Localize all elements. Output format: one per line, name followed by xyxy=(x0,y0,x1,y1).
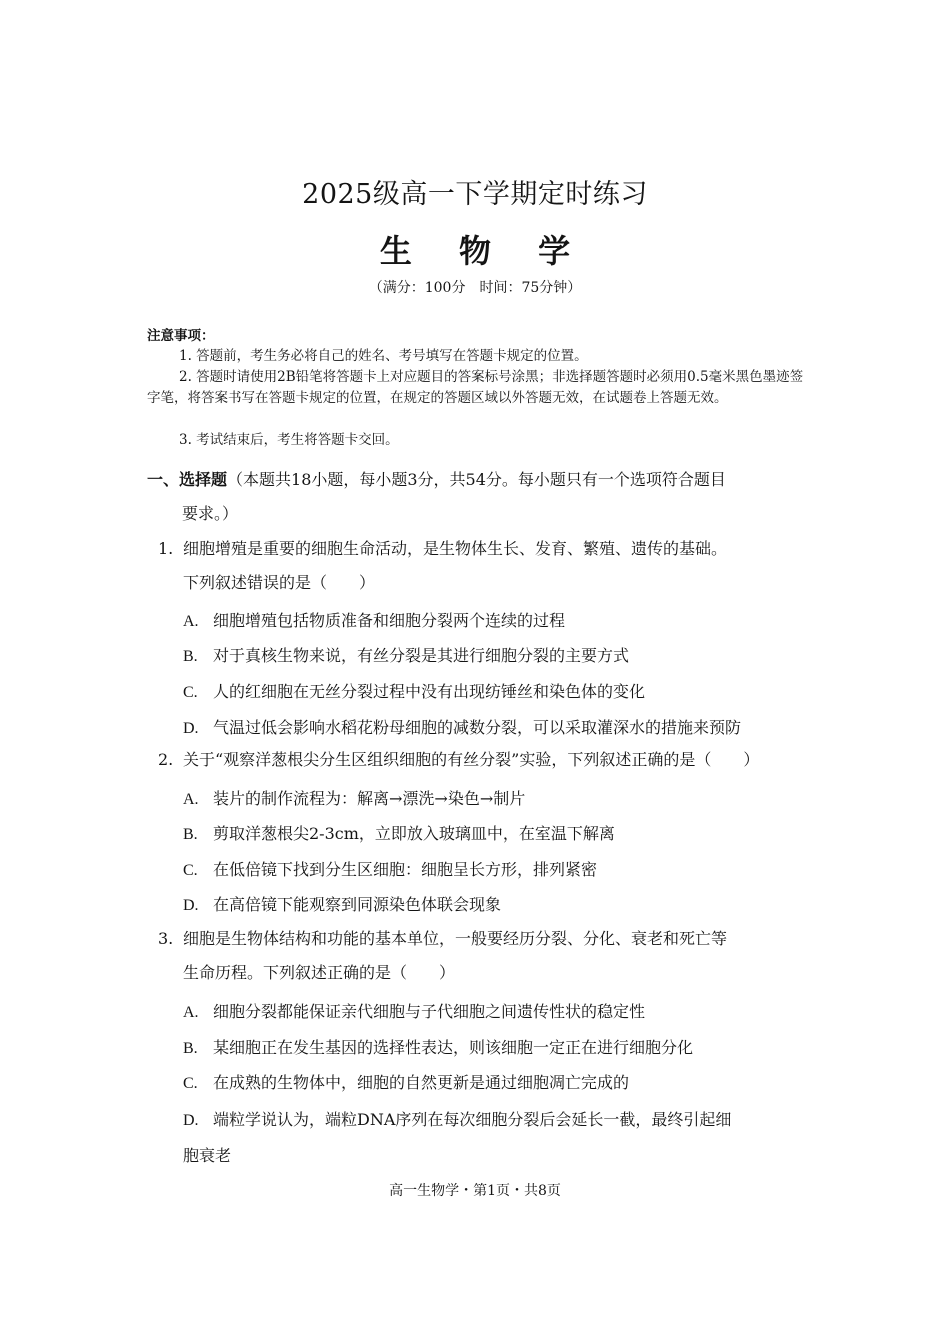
option-label: C. xyxy=(183,862,198,879)
notice-heading: 注意事项： xyxy=(147,328,215,344)
option-text: 剪取洋葱根尖2-3cm，立即放入玻璃皿中，在室温下解离 xyxy=(213,824,615,843)
question-3-number: 3. xyxy=(158,929,174,948)
option-text: 对于真核生物来说，有丝分裂是其进行细胞分裂的主要方式 xyxy=(213,646,630,665)
section-header xyxy=(147,463,807,531)
option-label: C. xyxy=(183,1075,198,1092)
option-text: 气温过低会影响水稻花粉母细胞的减数分裂，可以采取灌深水的措施来预防 xyxy=(213,718,742,737)
question-1-stem-line1: 细胞增殖是重要的细胞生命活动，是生物体生长、发育、繁殖、遗传的基础。 xyxy=(183,539,728,558)
option-label: B. xyxy=(183,826,198,843)
option-text: 细胞增殖包括物质准备和细胞分裂两个连续的过程 xyxy=(213,611,566,630)
question-3-option-b xyxy=(183,1035,693,1058)
question-2-option-d xyxy=(183,892,501,915)
option-label: A. xyxy=(183,613,199,630)
question-3-option-d xyxy=(183,1107,731,1130)
section-desc-line1: （本题共18小题，每小题3分，共54分。每小题只有一个选项符合题目 xyxy=(227,470,726,489)
question-3-option-c xyxy=(183,1070,629,1093)
notice-item-3: 3. 考试结束后，考生将答题卡交回。 xyxy=(179,432,399,448)
notice-item-1: 1. 答题前，考生务必将自己的姓名、考号填写在答题卡规定的位置。 xyxy=(179,348,588,364)
section-desc-line2: 要求。） xyxy=(182,504,239,523)
subject-title: 生 物 学 xyxy=(379,232,589,270)
question-1-option-c xyxy=(183,679,645,702)
question-3-stem-line2: 生命历程。下列叙述正确的是（ ） xyxy=(183,963,456,982)
question-3-stem-line1: 细胞是生物体结构和功能的基本单位，一般要经历分裂、分化、衰老和死亡等 xyxy=(183,929,728,948)
option-label: D. xyxy=(183,897,199,914)
option-text: 在成熟的生物体中，细胞的自然更新是通过细胞凋亡完成的 xyxy=(213,1073,630,1092)
option-text: 装片的制作流程为：解离→漂洗→染色→制片 xyxy=(213,789,526,808)
question-2-option-c xyxy=(183,857,597,880)
page-footer: 高一生物学・第1页・共8页 xyxy=(389,1183,561,1199)
question-1-number: 1. xyxy=(158,539,174,558)
question-1-option-b xyxy=(183,643,629,666)
exam-title: 2025级高一下学期定时练习 xyxy=(302,179,648,210)
option-text: 在低倍镜下找到分生区细胞：细胞呈长方形，排列紧密 xyxy=(213,860,598,879)
option-text: 某细胞正在发生基因的选择性表达，则该细胞一定正在进行细胞分化 xyxy=(213,1038,694,1057)
option-label: C. xyxy=(183,684,198,701)
question-2-option-b xyxy=(183,821,615,844)
option-text: 端粒学说认为，端粒DNA序列在每次细胞分裂后会延长一截，最终引起细 xyxy=(213,1110,732,1129)
question-2-number: 2. xyxy=(158,750,174,769)
section-heading: 一、选择题 xyxy=(147,470,228,489)
option-text: 人的红细胞在无丝分裂过程中没有出现纺锤丝和染色体的变化 xyxy=(213,682,646,701)
option-label: A. xyxy=(183,1004,199,1021)
option-text: 在高倍镜下能观察到同源染色体联会现象 xyxy=(213,895,502,914)
notice-item-2: 2. 答题时请使用2B铅笔将答题卡上对应题目的答案标号涂黑；非选择题答题时必须用0.5毫米黑色墨迹签字笔，将答案书写在答题卡规定的位置，在规定的答题区域以外答题无效，在试题卷上答题无效。 xyxy=(147,369,804,406)
question-1-option-a xyxy=(183,608,565,631)
exam-meta: （满分：100分 时间：75分钟） xyxy=(368,280,582,296)
question-2-stem-line1: 关于“观察洋葱根尖分生区组织细胞的有丝分裂”实验，下列叙述正确的是（ ） xyxy=(183,750,760,769)
question-1-option-d xyxy=(183,715,741,738)
option-label: D. xyxy=(183,720,199,737)
question-1-stem-line2: 下列叙述错误的是（ ） xyxy=(183,573,376,592)
question-2-option-a xyxy=(183,786,525,809)
option-label: B. xyxy=(183,1040,198,1057)
option-label: B. xyxy=(183,648,198,665)
option-label: D. xyxy=(183,1112,199,1129)
option-text: 细胞分裂都能保证亲代细胞与子代细胞之间遗传性状的稳定性 xyxy=(213,1002,646,1021)
question-3-option-a xyxy=(183,999,645,1022)
option-label: A. xyxy=(183,791,199,808)
question-3-option-d-continued: 胞衰老 xyxy=(183,1146,232,1165)
